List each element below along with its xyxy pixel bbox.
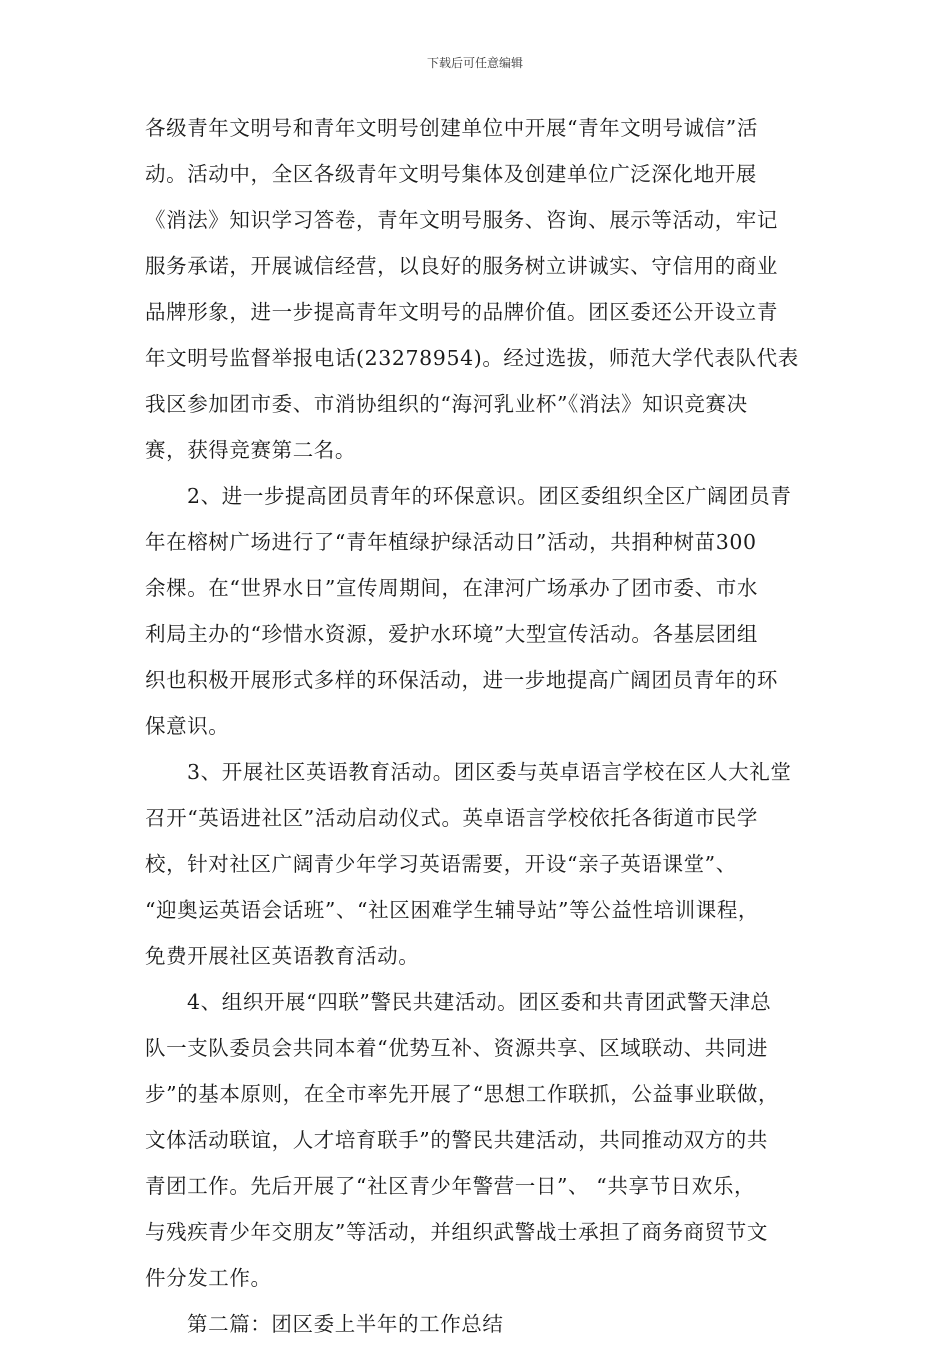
text-line: 织也积极开展形式多样的环保活动，进一步地提高广阔团员青年的环 [145,668,778,692]
text-line: 与残疾青少年交朋友”等活动，并组织武警战士承担了商务商贸节文 [145,1220,768,1244]
text-line: 年在榕树广场进行了“青年植绿护绿活动日”活动，共捐种树苗300 [145,530,757,554]
text-line: 品牌形象，进一步提高青年文明号的品牌价值。团区委还公开设立青 [145,300,778,324]
text-line: 第二篇：团区委上半年的工作总结 [187,1312,504,1336]
text-line: 利局主办的“珍惜水资源，爱护水环境”大型宣传活动。各基层团组 [145,622,758,646]
text-line: 免费开展社区英语教育活动。 [145,944,420,968]
text-line: 2、进一步提高团员青年的环保意识。团区委组织全区广阔团员青 [187,484,792,508]
text-line: 步”的基本原则，在全市率先开展了“思想工作联抓，公益事业联做， [145,1082,780,1106]
document-body [145,105,825,1347]
page-header: 下载后可任意编辑 [426,56,523,70]
text-line: 我区参加团市委、市消协组织的“海河乳业杯”《消法》知识竞赛决 [145,392,748,416]
text-line: 件分发工作。 [145,1266,272,1290]
text-line: 各级青年文明号和青年文明号创建单位中开展“青年文明号诚信”活 [145,116,758,140]
text-line: 青团工作。先后开展了“社区青少年警营一日”、 “共享节日欢乐， [145,1174,756,1198]
text-line: 《消法》知识学习答卷，青年文明号服务、咨询、展示等活动，牢记 [145,208,778,232]
text-line: 3、开展社区英语教育活动。团区委与英卓语言学校在区人大礼堂 [187,760,792,784]
text-line: “迎奥运英语会话班”、“社区困难学生辅导站”等公益性培训课程， [145,898,760,922]
text-line: 赛，获得竞赛第二名。 [145,438,356,462]
text-line: 队一支队委员会共同本着“优势互补、资源共享、区域联动、共同进 [145,1036,768,1060]
text-line: 服务承诺，开展诚信经营，以良好的服务树立讲诚实、守信用的商业 [145,254,778,278]
text-line: 文体活动联谊，人才培育联手”的警民共建活动，共同推动双方的共 [145,1128,768,1152]
text-line: 年文明号监督举报电话(23278954)。经过选拔，师范大学代表队代表 [145,346,799,370]
text-line: 保意识。 [145,714,230,738]
text-line: 余棵。在“世界水日”宣传周期间，在津河广场承办了团市委、市水 [145,576,758,600]
text-line: 校，针对社区广阔青少年学习英语需要，开设“亲子英语课堂”、 [145,852,737,876]
text-line: 召开“英语进社区”活动启动仪式。英卓语言学校依托各街道市民学 [145,806,758,830]
text-line: 4、组织开展“四联”警民共建活动。团区委和共青团武警天津总 [187,990,772,1014]
text-line: 动。活动中，全区各级青年文明号集体及创建单位广泛深化地开展 [145,162,757,186]
